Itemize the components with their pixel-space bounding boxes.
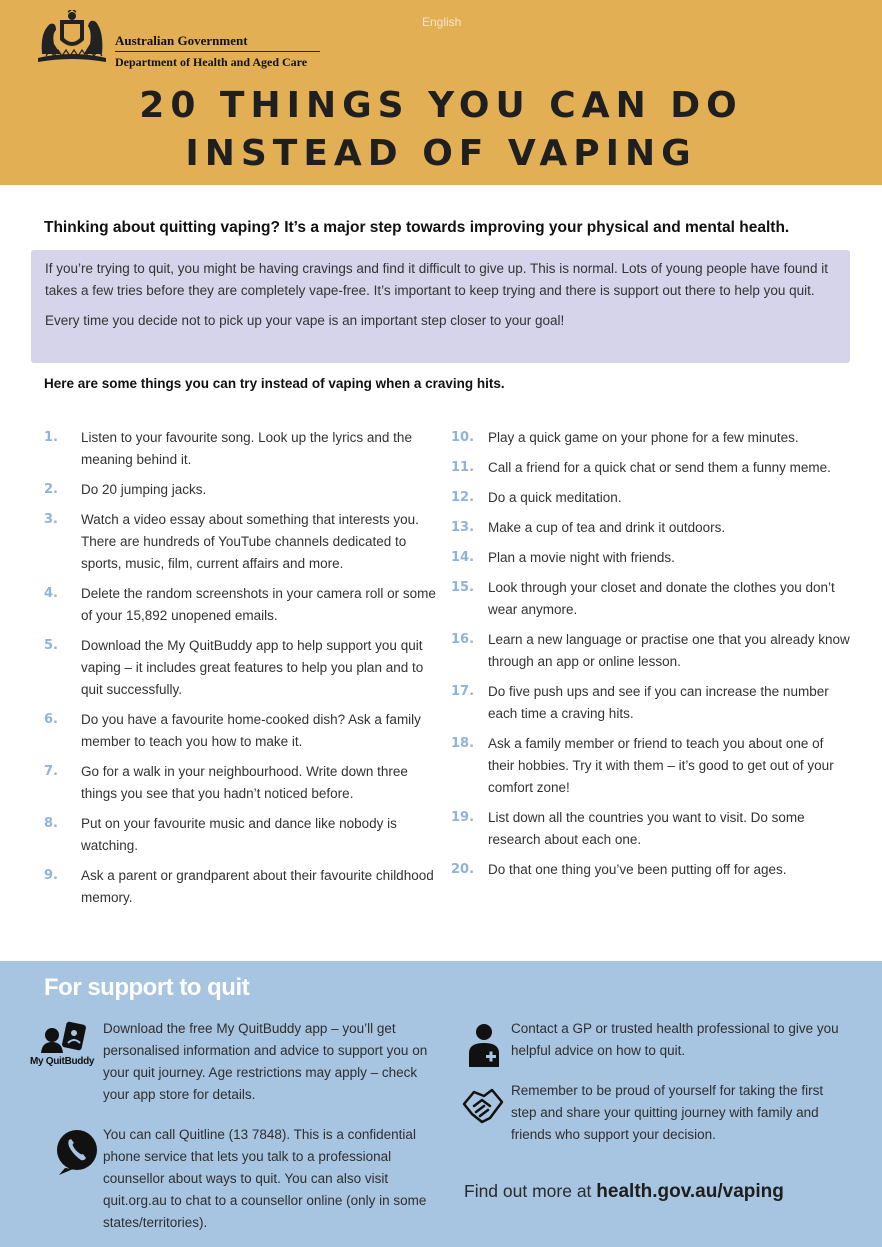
header-banner xyxy=(0,0,882,185)
list-item xyxy=(451,629,851,673)
title-line-2: INSTEAD OF VAPING xyxy=(185,133,697,174)
item-number: 3. xyxy=(44,512,58,527)
info-paragraph-2: Every time you decide not to pick up your vape is an important step closer to your goal! xyxy=(45,313,565,328)
coat-of-arms-icon xyxy=(36,10,108,64)
info-paragraph-1: If you’re trying to quit, you might be having cravings and find it difficult to give up. This is normal. Lots of young people have found it takes a few tries before they are completely vape-free. It’s important to keep trying and there is support out there to help you quit. xyxy=(45,261,828,298)
list-lead-text: Here are some things you can try instead of vaping when a craving hits. xyxy=(44,376,505,391)
app-support-text: Download the free My QuitBuddy app – you’ll get personalised information and advice to support you on your quit journey. Age restrictions may apply – check your app store for details. xyxy=(103,1021,428,1102)
item-number: 13. xyxy=(451,520,475,535)
list-item xyxy=(451,859,851,881)
item-number: 17. xyxy=(451,684,475,699)
find-out-more xyxy=(464,1181,784,1203)
list-item xyxy=(44,509,439,575)
list-item xyxy=(451,733,851,799)
list-item xyxy=(44,635,439,701)
item-text: Call a friend for a quick chat or send them a funny meme. xyxy=(488,460,831,475)
item-number: 15. xyxy=(451,580,475,595)
item-text: Make a cup of tea and drink it outdoors. xyxy=(488,520,726,535)
item-text: Ask a family member or friend to teach you about one of their hobbies. Try it with them – it’s good to get out of your comfort zone! xyxy=(488,736,834,795)
item-text: Plan a movie night with friends. xyxy=(488,550,675,565)
handshake-icon xyxy=(460,1084,506,1126)
item-number: 12. xyxy=(451,490,475,505)
item-text: Do a quick meditation. xyxy=(488,490,622,505)
item-number: 6. xyxy=(44,712,58,727)
item-number: 4. xyxy=(44,586,58,601)
list-item xyxy=(451,427,851,449)
item-text: Put on your favourite music and dance like nobody is watching. xyxy=(81,816,397,853)
language-link[interactable]: English xyxy=(422,15,462,29)
support-title: For support to quit xyxy=(44,974,250,1001)
item-text: Ask a parent or grandparent about their favourite childhood memory. xyxy=(81,868,434,905)
item-text: Watch a video essay about something that interests you. There are hundreds of YouTube channels dedicated to sports, music, film, current affairs and more. xyxy=(81,512,419,571)
item-text: Go for a walk in your neighbourhood. Write down three things you see that you hadn’t noticed before. xyxy=(81,764,408,801)
info-box xyxy=(31,250,850,363)
list-item xyxy=(44,865,439,909)
department-name: Department of Health and Aged Care xyxy=(115,55,308,69)
item-text: List down all the countries you want to visit. Do some research about each one. xyxy=(488,810,805,847)
item-text: Play a quick game on your phone for a few minutes. xyxy=(488,430,799,445)
item-number: 9. xyxy=(44,868,58,883)
list-item xyxy=(44,761,439,805)
list-item xyxy=(451,807,851,851)
list-item xyxy=(451,577,851,621)
my-quitbuddy-app-icon xyxy=(40,1021,88,1053)
item-number: 11. xyxy=(451,460,475,475)
item-text: Listen to your favourite song. Look up the lyrics and the meaning behind it. xyxy=(81,430,412,467)
quitline-text: You can call Quitline (13 7848). This is a confidential phone service that lets you talk to a professional counsellor about ways to quit. You can also visit quit.org.au to chat to a counsellor online (only in some states/territories). xyxy=(103,1127,427,1230)
phone-bubble-icon xyxy=(55,1128,99,1176)
list-item xyxy=(451,487,851,509)
tips-list-left xyxy=(44,427,439,917)
website-link[interactable]: health.gov.au/vaping xyxy=(596,1181,784,1202)
list-item xyxy=(451,681,851,725)
title-line-1: 20 THINGS YOU CAN DO xyxy=(139,85,743,126)
item-text: Download the My QuitBuddy app to help support you quit vaping – it includes great features to help you plan and to quit successfully. xyxy=(81,638,424,697)
item-number: 2. xyxy=(44,482,58,497)
item-number: 20. xyxy=(451,862,475,877)
item-number: 18. xyxy=(451,736,475,751)
list-item xyxy=(451,457,851,479)
tips-list-right xyxy=(451,427,851,889)
item-number: 16. xyxy=(451,632,475,647)
proud-text: Remember to be proud of yourself for taking the first step and share your quitting journey with family and friends who support your decision. xyxy=(511,1083,824,1142)
item-number: 5. xyxy=(44,638,58,653)
item-number: 1. xyxy=(44,430,58,445)
gp-text: Contact a GP or trusted health professional to give you helpful advice on how to quit. xyxy=(511,1021,839,1058)
list-item xyxy=(451,547,851,569)
intro-heading: Thinking about quitting vaping? It’s a major step towards improving your physical and mental health. xyxy=(44,219,790,236)
item-number: 8. xyxy=(44,816,58,831)
list-item xyxy=(44,479,439,501)
list-item xyxy=(44,709,439,753)
list-item xyxy=(44,813,439,857)
item-text: Do that one thing you’ve been putting off for ages. xyxy=(488,862,787,877)
government-name: Australian Government xyxy=(115,33,248,48)
item-text: Learn a new language or practise one that you already know through an app or online lesson. xyxy=(488,632,850,669)
item-number: 10. xyxy=(451,430,475,445)
logo-divider xyxy=(115,51,320,52)
health-professional-icon xyxy=(467,1023,501,1067)
list-item xyxy=(44,583,439,627)
item-number: 19. xyxy=(451,810,475,825)
item-number: 7. xyxy=(44,764,58,779)
my-quitbuddy-label: My QuitBuddy xyxy=(30,1056,95,1067)
item-number: 14. xyxy=(451,550,475,565)
list-item xyxy=(44,427,439,471)
find-out-more-prefix: Find out more at xyxy=(464,1181,592,1201)
support-section xyxy=(0,961,882,1247)
item-text: Do five push ups and see if you can increase the number each time a craving hits. xyxy=(488,684,829,721)
item-text: Do you have a favourite home-cooked dish? Ask a family member to teach you how to make it. xyxy=(81,712,421,749)
item-text: Do 20 jumping jacks. xyxy=(81,482,207,497)
list-item xyxy=(451,517,851,539)
item-text: Look through your closet and donate the clothes you don’t wear anymore. xyxy=(488,580,835,617)
page-title xyxy=(0,82,882,178)
government-logo xyxy=(36,10,326,69)
item-text: Delete the random screenshots in your camera roll or some of your 15,892 unopened emails. xyxy=(81,586,436,623)
